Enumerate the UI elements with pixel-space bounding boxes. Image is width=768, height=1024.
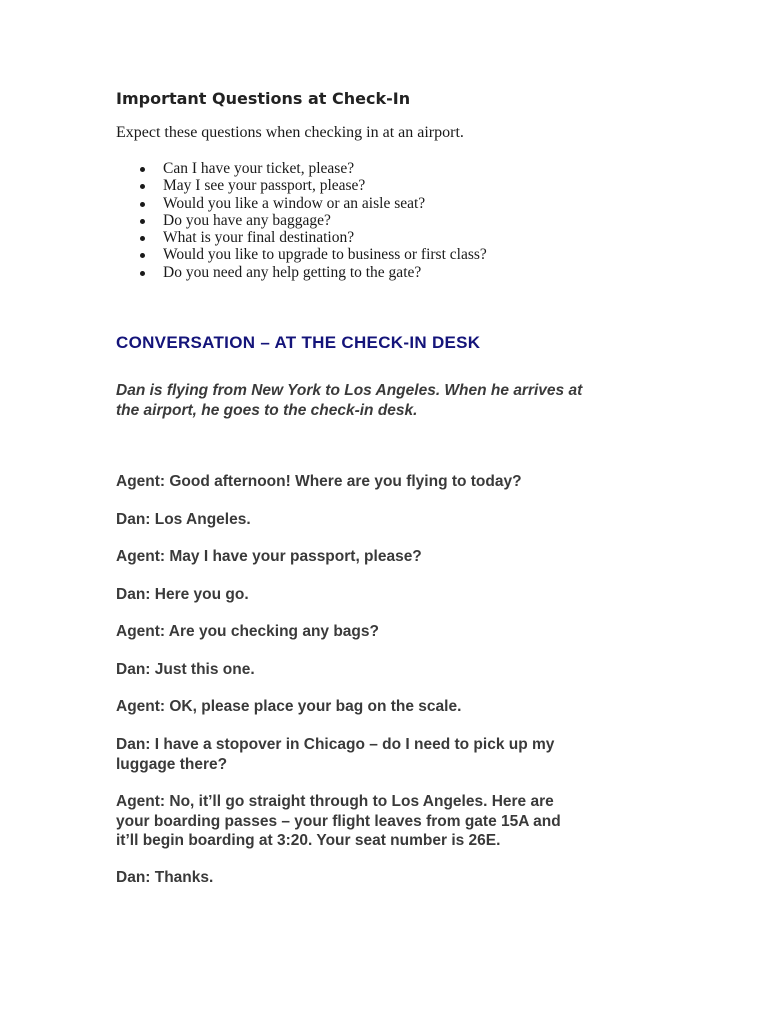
bullet-icon bbox=[140, 167, 145, 172]
question-text: Would you like a window or an aisle seat? bbox=[163, 194, 426, 212]
dialogue-text: your boarding passes – your flight leaves from gate 15A and bbox=[116, 812, 561, 830]
dialogue-line-dan bbox=[116, 510, 251, 530]
dialogue-text: Dan: Los Angeles. bbox=[116, 511, 251, 528]
scenario-line: Dan is flying from New York to Los Angeles. When he arrives at bbox=[116, 382, 583, 399]
dialogue-text: Agent: Good afternoon! Where are you flying to today? bbox=[116, 473, 522, 490]
dialogue-text: Agent: No, it’ll go straight through to Los Angeles. Here are bbox=[116, 793, 554, 810]
dialogue-text: Dan: Thanks. bbox=[116, 869, 214, 886]
dialogue-line-dan bbox=[116, 585, 249, 605]
dialogue-text: Dan: I have a stopover in Chicago – do I need to pick up my bbox=[116, 736, 555, 753]
intro-text: Expect these questions when checking in at an airport. bbox=[116, 124, 464, 141]
dialogue-text: Agent: May I have your passport, please? bbox=[116, 548, 422, 565]
list-item bbox=[116, 212, 487, 229]
conversation-heading: CONVERSATION – AT THE CHECK-IN DESK bbox=[116, 333, 481, 352]
bullet-icon bbox=[140, 253, 145, 258]
bullet-icon bbox=[140, 184, 145, 189]
dialogue-text: it’ll begin boarding at 3:20. Your seat number is 26E. bbox=[116, 832, 501, 849]
dialogue-line-agent bbox=[116, 622, 379, 642]
questions-list bbox=[116, 160, 487, 281]
dialogue-text: Agent: OK, please place your bag on the scale. bbox=[116, 698, 462, 715]
question-text: Would you like to upgrade to business or first class? bbox=[163, 246, 487, 264]
dialogue-line-agent bbox=[116, 792, 561, 851]
page-title: Important Questions at Check-In bbox=[116, 89, 411, 108]
dialogue-line-dan bbox=[116, 660, 255, 680]
scenario-text bbox=[116, 381, 676, 420]
list-item bbox=[116, 195, 487, 212]
dialogue-text: Dan: Here you go. bbox=[116, 586, 249, 603]
dialogue-line-dan bbox=[116, 735, 554, 774]
list-item bbox=[116, 177, 487, 194]
bullet-icon bbox=[140, 271, 145, 276]
question-text: Can I have your ticket, please? bbox=[163, 160, 355, 177]
bullet-icon bbox=[140, 202, 145, 207]
bullet-icon bbox=[140, 219, 145, 224]
question-text: Do you need any help getting to the gate? bbox=[163, 263, 422, 281]
question-text: Do you have any baggage? bbox=[163, 211, 331, 229]
dialogue-text: Dan: Just this one. bbox=[116, 661, 255, 678]
list-item bbox=[116, 229, 487, 246]
list-item bbox=[116, 246, 487, 263]
dialogue-line-agent bbox=[116, 472, 522, 492]
dialogue-line-agent bbox=[116, 547, 422, 567]
list-item bbox=[116, 160, 487, 177]
list-item bbox=[116, 264, 487, 281]
dialogue-line-agent bbox=[116, 697, 461, 717]
bullet-icon bbox=[140, 236, 145, 241]
dialogue-text: Agent: Are you checking any bags? bbox=[116, 623, 379, 640]
question-text: May I see your passport, please? bbox=[163, 177, 366, 195]
dialogue-text: luggage there? bbox=[116, 755, 228, 773]
scenario-line: the airport, he goes to the check-in desk. bbox=[116, 401, 418, 419]
dialogue-line-dan bbox=[116, 868, 213, 888]
question-text: What is your final destination? bbox=[163, 229, 355, 247]
